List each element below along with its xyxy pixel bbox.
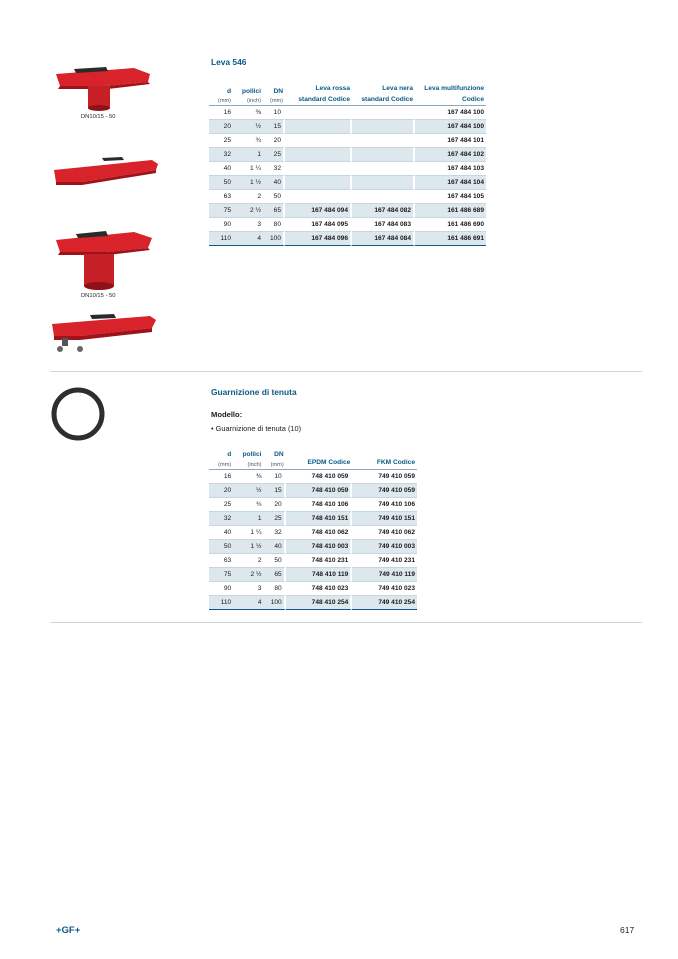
col-header: d (mm) <box>209 84 233 106</box>
image-caption-1: DN10/15 - 50 <box>81 114 116 120</box>
table-cell: 167 484 096 <box>285 232 352 246</box>
table-cell: 167 484 104 <box>415 176 486 190</box>
table-cell: 749 410 059 <box>352 470 417 484</box>
table-cell: 32 <box>264 526 286 540</box>
table-cell: 167 484 095 <box>285 218 352 232</box>
table-cell: 1 <box>233 148 263 162</box>
section-divider <box>50 371 642 372</box>
table-row <box>209 498 417 512</box>
table-cell: 2 <box>233 190 263 204</box>
table-cell: 40 <box>209 162 233 176</box>
bullet-icon: • <box>211 424 214 433</box>
col-header: FKM Codice <box>352 450 417 470</box>
table-row <box>209 190 486 204</box>
table-cell: 25 <box>209 134 233 148</box>
table-row <box>209 470 417 484</box>
table-cell: 167 484 100 <box>415 120 486 134</box>
table-cell: 25 <box>264 512 286 526</box>
table-cell: 749 410 059 <box>352 484 417 498</box>
table-cell: 748 410 106 <box>286 498 353 512</box>
table-row <box>209 232 486 246</box>
table-cell <box>285 176 352 190</box>
table-cell: 63 <box>209 554 233 568</box>
table-cell: 2 ½ <box>233 568 263 582</box>
model-list-item: • Guarnizione di tenuta (10) <box>211 424 302 433</box>
table-cell: 749 410 254 <box>352 596 417 610</box>
table-row <box>209 218 486 232</box>
table-cell: 50 <box>263 190 285 204</box>
table-cell: 4 <box>233 232 263 246</box>
table-cell <box>285 190 352 204</box>
table-row <box>209 526 417 540</box>
col-header: DN (mm) <box>263 84 285 106</box>
table-cell: 40 <box>263 176 285 190</box>
table-cell: 110 <box>209 596 233 610</box>
table-cell: 167 484 084 <box>352 232 415 246</box>
table-cell: 63 <box>209 190 233 204</box>
table-cell: 65 <box>263 204 285 218</box>
table-cell: 40 <box>209 526 233 540</box>
col-header: Leva multifunzione Codice <box>415 84 486 106</box>
col-header: EPDM Codice <box>286 450 353 470</box>
gf-logo: +GF+ <box>56 925 81 936</box>
table-cell: 748 410 151 <box>286 512 353 526</box>
table-row <box>209 540 417 554</box>
table-cell: 10 <box>263 106 285 120</box>
table-cell: ½ <box>233 484 263 498</box>
table-cell: 16 <box>209 106 233 120</box>
table-cell: 80 <box>264 582 286 596</box>
table-cell: 32 <box>263 162 285 176</box>
table-cell: 20 <box>263 134 285 148</box>
table-cell: 50 <box>209 176 233 190</box>
table-cell: 749 410 119 <box>352 568 417 582</box>
table-cell: 75 <box>209 204 233 218</box>
table-cell <box>285 120 352 134</box>
table-row <box>209 582 417 596</box>
table-row <box>209 484 417 498</box>
table-cell <box>285 148 352 162</box>
table-cell: 40 <box>264 540 286 554</box>
table-cell: 20 <box>209 120 233 134</box>
table-cell: 748 410 003 <box>286 540 353 554</box>
table-row <box>209 204 486 218</box>
table-cell: 161 486 689 <box>415 204 486 218</box>
section-title-guarnizione: Guarnizione di tenuta <box>211 387 297 397</box>
table-row <box>209 162 486 176</box>
table-cell: 80 <box>263 218 285 232</box>
table-cell: 748 410 023 <box>286 582 353 596</box>
table-cell: 90 <box>209 218 233 232</box>
table-cell <box>352 106 415 120</box>
table-cell: 15 <box>263 120 285 134</box>
table-cell: 167 484 101 <box>415 134 486 148</box>
table-cell: ¾ <box>233 498 263 512</box>
col-header: Leva rossa standard Codice <box>285 84 352 106</box>
table-cell: 15 <box>264 484 286 498</box>
table-cell: 1 <box>233 512 263 526</box>
table-row <box>209 148 486 162</box>
table-cell: 20 <box>264 498 286 512</box>
lever-image-2 <box>52 152 160 188</box>
table-cell: 748 410 254 <box>286 596 353 610</box>
table-cell: 75 <box>209 568 233 582</box>
section-title-leva: Leva 546 <box>211 57 247 67</box>
table-cell: 748 410 231 <box>286 554 353 568</box>
table-cell: 749 410 023 <box>352 582 417 596</box>
table-cell: 1 ¼ <box>233 526 263 540</box>
table-cell: 167 484 082 <box>352 204 415 218</box>
table-cell: 100 <box>264 596 286 610</box>
table-cell: ½ <box>233 120 263 134</box>
table-cell <box>352 120 415 134</box>
table-row <box>209 106 486 120</box>
table-cell: 161 486 691 <box>415 232 486 246</box>
table-cell: 110 <box>209 232 233 246</box>
lever-image-1 <box>50 60 154 112</box>
lever-image-4 <box>50 310 158 354</box>
table-row <box>209 596 417 610</box>
table-cell: 2 ½ <box>233 204 263 218</box>
leva-table <box>209 84 486 246</box>
table-cell: 167 484 083 <box>352 218 415 232</box>
col-header: pollici (inch) <box>233 84 263 106</box>
table-cell: 749 410 003 <box>352 540 417 554</box>
table-cell: 748 410 119 <box>286 568 353 582</box>
table-row <box>209 512 417 526</box>
image-caption-2: DN10/15 - 50 <box>81 293 116 299</box>
table-cell: 749 410 062 <box>352 526 417 540</box>
table-cell <box>352 190 415 204</box>
table-cell: 2 <box>233 554 263 568</box>
col-header: DN (mm) <box>264 450 286 470</box>
table-cell: 1 ½ <box>233 176 263 190</box>
table-cell: 4 <box>233 596 263 610</box>
table-cell: 65 <box>264 568 286 582</box>
table-row <box>209 554 417 568</box>
table-cell: 50 <box>209 540 233 554</box>
table-cell: 167 484 102 <box>415 148 486 162</box>
table-cell: 749 410 151 <box>352 512 417 526</box>
table-cell: 748 410 059 <box>286 470 353 484</box>
table-cell: 16 <box>209 470 233 484</box>
table-cell: 10 <box>264 470 286 484</box>
lever-image-3 <box>50 226 154 292</box>
table-cell <box>352 162 415 176</box>
page-number: 617 <box>620 925 635 935</box>
table-cell: 748 410 059 <box>286 484 353 498</box>
table-cell: 161 486 690 <box>415 218 486 232</box>
table-cell <box>285 106 352 120</box>
table-row <box>209 134 486 148</box>
table-cell <box>285 162 352 176</box>
table-cell: 167 484 100 <box>415 106 486 120</box>
table-cell: 3 <box>233 582 263 596</box>
table-row <box>209 176 486 190</box>
section-divider <box>50 622 642 623</box>
table-cell: 167 484 103 <box>415 162 486 176</box>
table-cell: 748 410 062 <box>286 526 353 540</box>
table-cell: 25 <box>209 498 233 512</box>
table-cell: 749 410 106 <box>352 498 417 512</box>
table-cell <box>285 134 352 148</box>
table-cell: 1 ¼ <box>233 162 263 176</box>
table-cell: 90 <box>209 582 233 596</box>
table-cell: ¾ <box>233 134 263 148</box>
table-cell: 50 <box>264 554 286 568</box>
table-cell: 167 484 105 <box>415 190 486 204</box>
table-cell: 25 <box>263 148 285 162</box>
table-cell: ⅜ <box>233 470 263 484</box>
col-header: d (mm) <box>209 450 233 470</box>
table-cell: 32 <box>209 148 233 162</box>
col-header: Leva nera standard Codice <box>352 84 415 106</box>
table-cell <box>352 176 415 190</box>
table-cell: 32 <box>209 512 233 526</box>
table-cell <box>352 148 415 162</box>
table-cell: 1 ½ <box>233 540 263 554</box>
col-header: pollici (inch) <box>233 450 263 470</box>
table-cell <box>352 134 415 148</box>
table-cell: 100 <box>263 232 285 246</box>
table-row <box>209 120 486 134</box>
table-row <box>209 568 417 582</box>
table-cell: 3 <box>233 218 263 232</box>
guarnizione-table <box>209 450 417 610</box>
seal-ring-image <box>50 386 106 442</box>
model-label: Modello: <box>211 410 243 419</box>
table-cell: 749 410 231 <box>352 554 417 568</box>
table-cell: 20 <box>209 484 233 498</box>
table-cell: ⅜ <box>233 106 263 120</box>
table-cell: 167 484 094 <box>285 204 352 218</box>
